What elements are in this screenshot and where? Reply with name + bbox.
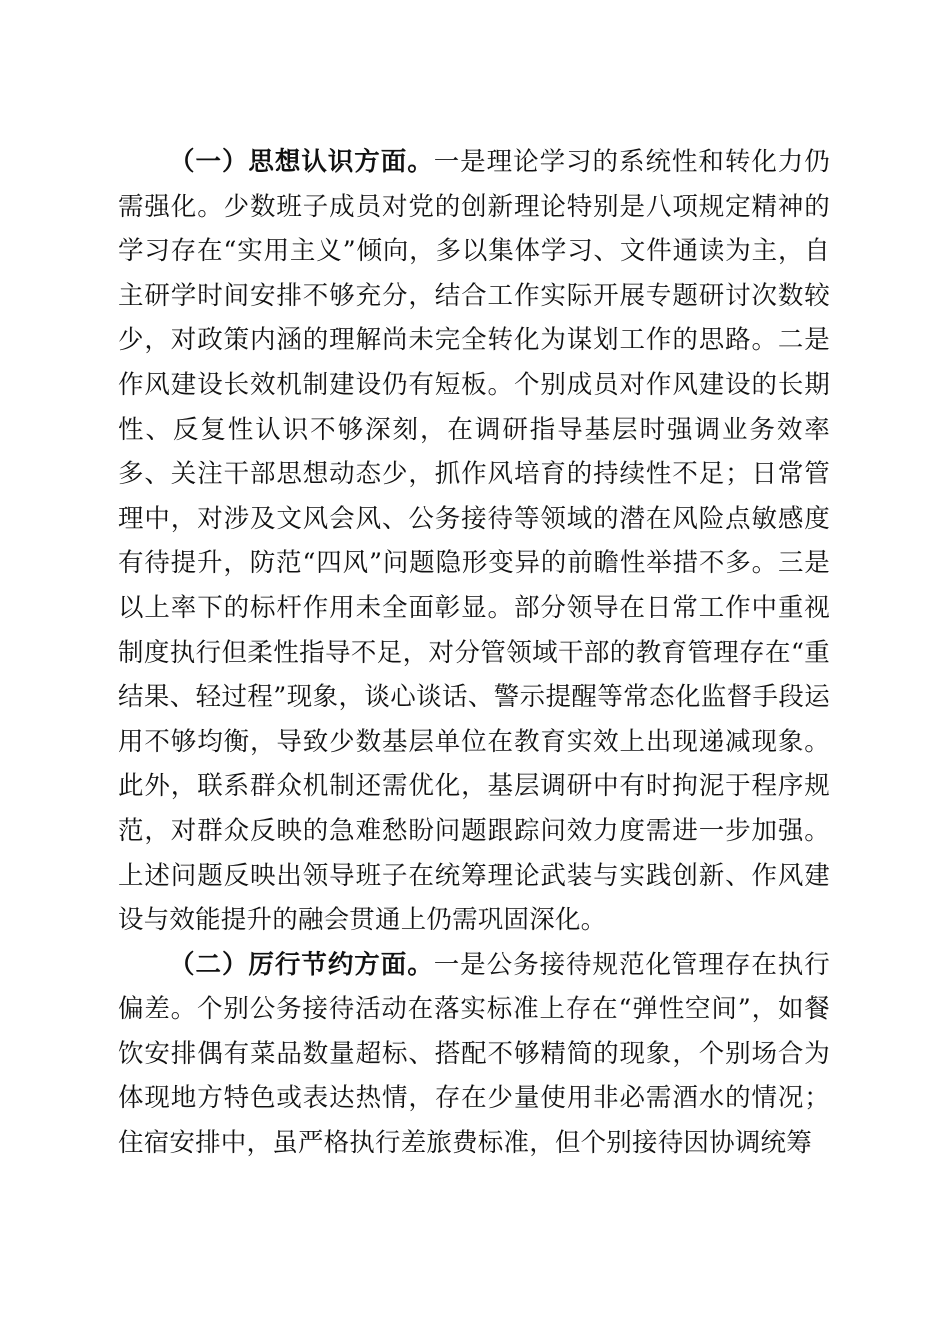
section-heading-2: （二）厉行节约方面。 (169, 949, 434, 980)
document-body (118, 140, 830, 1166)
section-heading-1: （一）思想认识方面。 (169, 147, 434, 177)
paragraph-2 (118, 943, 830, 1166)
paragraph-text-1: 一是理论学习的系统性和转化力仍需强化。少数班子成员对党的创新理论特别是八项规定精神的学习存在“实用主义”倾向，多以集体学习、文件通读为主，自主研学时间安排不够充分，结合工作实际开展专题研讨次数较少，对政策内涵的理解尚未完全转化为谋划工作的思路。二是作风建设长效机制建设仍有短板。个别成员对作风建设的长期性、反复性认识不够深刻，在调研指导基层时强调业务效率多、关注干部思想动态少，抓作风培育的持续性不足；日常管理中，对涉及文风会风、公务接待等领域的潜在风险点敏感度有待提升，防范“四风”问题隐形变异的前瞻性举措不多。三是以上率下的标杆作用未全面彰显。部分领导在日常工作中重视制度执行但柔性指导不足，对分管领域干部的教育管理存在“重结果、轻过程”现象，谈心谈话、警示提醒等常态化监督手段运用不够均衡，导致少数基层单位在教育实效上出现递减现象。此外，联系群众机制还需优化，基层调研中有时拘泥于程序规范，对群众反映的急难愁盼问题跟踪问效力度需进一步加强。上述问题反映出领导班子在统筹理论武装与实践创新、作风建设与效能提升的融会贯通上仍需巩固深化。 (118, 147, 830, 936)
paragraph-1 (118, 140, 830, 943)
paragraph-text-2: 一是公务接待规范化管理存在执行偏差。个别公务接待活动在落实标准上存在“弹性空间”，如餐饮安排偶有菜品数量超标、搭配不够精简的现象，个别场合为体现地方特色或表达热情，存在少量使用非必需酒水的情况；住宿安排中，虽严格执行差旅费标准，但个别接待因协调统筹 (118, 949, 830, 1159)
